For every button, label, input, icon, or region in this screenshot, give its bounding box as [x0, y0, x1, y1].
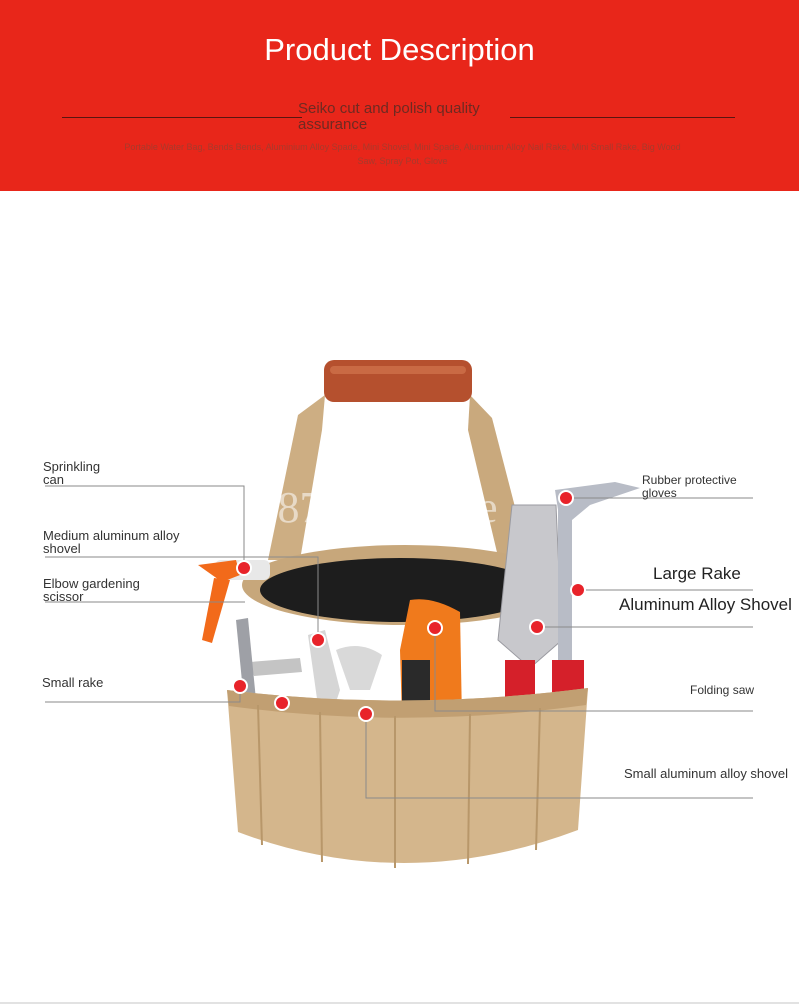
label-small-shovel: Small aluminum alloy shovel [624, 766, 789, 781]
small-rake [250, 658, 302, 676]
label-folding-saw: Folding saw [690, 683, 755, 697]
label-scissor: Elbow gardening scissor [43, 576, 140, 604]
marker-small-rake-2 [275, 696, 289, 710]
label-large-rake: Large Rake [653, 564, 741, 583]
watermark: cn1057875130yiqie [148, 483, 498, 532]
quality-tagline: Seiko cut and polish quality assurance [298, 100, 480, 133]
marker-alloy-shovel [530, 620, 544, 634]
page-title: Product Description [264, 32, 535, 67]
marker-medium-shovel [311, 633, 325, 647]
label-alloy-shovel: Aluminum Alloy Shovel [619, 595, 792, 614]
marker-folding-saw [428, 621, 442, 635]
small-shovel [336, 646, 382, 690]
parts-list: Portable Water Bag, Bends Bends, Aluminium Alloy Spade, Mini Shovel, Mini Spade, Aluminum Alloy Nail Rake, Mini Small Rake, Big Wood Saw, Spray Pot, Glove [124, 142, 681, 166]
marker-gloves [559, 491, 573, 505]
large-rake [555, 482, 640, 660]
marker-small-rake [233, 679, 247, 693]
label-medium-shovel: Medium aluminum alloy shovel [43, 528, 180, 556]
bag-opening [260, 558, 540, 622]
bag-strap-left [268, 395, 325, 560]
marker-large-rake [571, 583, 585, 597]
label-gloves: Rubber protective gloves [642, 473, 737, 500]
marker-small-shovel [359, 707, 373, 721]
label-small-rake: Small rake [42, 675, 104, 690]
label-sprinkling-can: Sprinkling can [43, 459, 101, 487]
marker-sprinkling-can [237, 561, 251, 575]
